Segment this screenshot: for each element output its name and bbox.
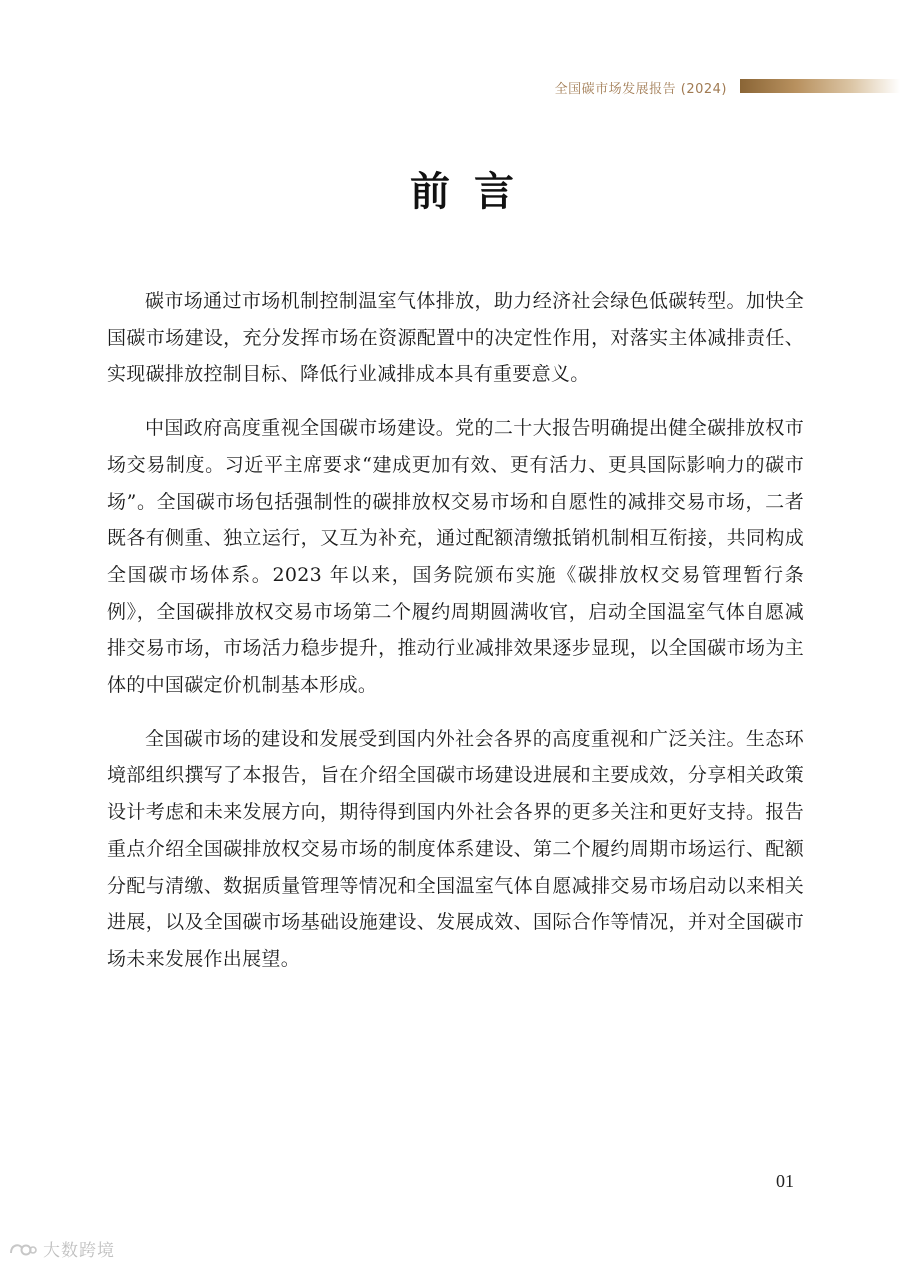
page-title: 前言 xyxy=(410,168,538,215)
report-title: 全国碳市场发展报告 (2024) xyxy=(554,82,727,97)
body-text xyxy=(107,283,804,995)
paragraph-1: 碳市场通过市场机制控制温室气体排放，助力经济社会绿色低碳转型。加快全国碳市场建设，充分发挥市场在资源配置中的决定性作用，对落实主体减排责任、实现碳排放控制目标、降低行业减排成本具有重要意义。 xyxy=(107,290,804,386)
running-header xyxy=(0,76,900,98)
watermark-text: 大数跨境 xyxy=(43,1241,115,1261)
watermark-logo-icon xyxy=(8,1239,38,1259)
watermark xyxy=(8,1236,115,1261)
paragraph-3: 全国碳市场的建设和发展受到国内外社会各界的高度重视和广泛关注。生态环境部组织撰写了本报告，旨在介绍全国碳市场建设进展和主要成效，分享相关政策设计考虑和未来发展方向，期待得到国内外社会各界的更多关注和更好支持。报告重点介绍全国碳排放权交易市场的制度体系建设、第二个履约周期市场运行、配额分配与清缴、数据质量管理等情况和全国温室气体自愿减排交易市场启动以来相关进展，以及全国碳市场基础设施建设、发展成效、国际合作等情况，并对全国碳市场未来发展作出展望。 xyxy=(107,727,804,970)
page-number: 01 xyxy=(776,1171,794,1191)
header-gradient-bar xyxy=(740,79,900,93)
paragraph-2: 中国政府高度重视全国碳市场建设。党的二十大报告明确提出健全碳排放权市场交易制度。习近平主席要求“建成更加有效、更有活力、更具国际影响力的碳市场”。全国碳市场包括强制性的碳排放权交易市场和自愿性的减排交易市场，二者既各有侧重、独立运行，又互为补充，通过配额清缴抵销机制相互衔接，共同构成全国碳市场体系。2023 年以来，国务院颁布实施《碳排放权交易管理暂行条例》，全国碳排放权交易市场第二个履约周期圆满收官，启动全国温室气体自愿减排交易市场，市场活力稳步提升，推动行业减排效果逐步显现，以全国碳市场为主体的中国碳定价机制基本形成。 xyxy=(107,417,804,697)
